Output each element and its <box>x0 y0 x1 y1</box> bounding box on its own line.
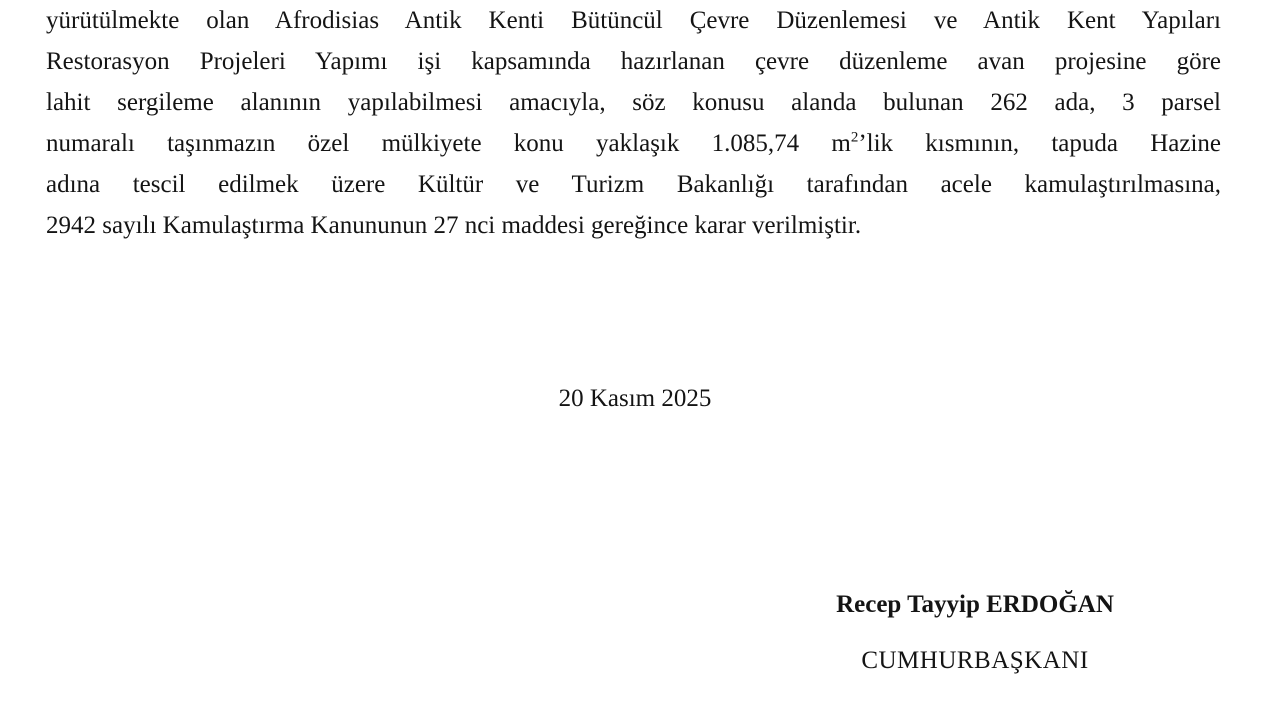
square-meter-superscript: 2 <box>850 129 859 146</box>
body-line-4 <box>46 123 1221 164</box>
body-line-1: yürütülmekte olan Afrodisias Antik Kenti Bütüncül Çevre Düzenlemesi ve Antik Kent Yapıları <box>46 7 1221 34</box>
signature-block <box>770 585 1180 681</box>
body-line-5: adına tescil edilmek üzere Kültür ve Turizm Bakanlığı tarafından acele kamulaştırılmasına, <box>46 171 1221 198</box>
decision-date: 20 Kasım 2025 <box>558 385 712 412</box>
decision-body-text <box>46 0 1221 246</box>
body-line-4-text: numaralı taşınmazın özel mülkiyete konu yaklaşık 1.085,74 m <box>46 130 851 157</box>
body-line-4-text-end: ’lik kısmının, tapuda Hazine <box>858 130 1222 157</box>
body-line-6: 2942 sayılı Kamulaştırma Kanununun 27 nci maddesi gereğince karar verilmiştir. <box>46 212 862 239</box>
signer-title: CUMHURBAŞKANI <box>861 647 1089 674</box>
body-line-3: lahit sergileme alanının yapılabilmesi amacıyla, söz konusu alanda bulunan 262 ada, 3 parsel <box>46 89 1221 116</box>
body-line-2: Restorasyon Projeleri Yapımı işi kapsamında hazırlanan çevre düzenleme avan projesine göre <box>46 48 1221 75</box>
signer-name: Recep Tayyip ERDOĞAN <box>836 591 1114 618</box>
